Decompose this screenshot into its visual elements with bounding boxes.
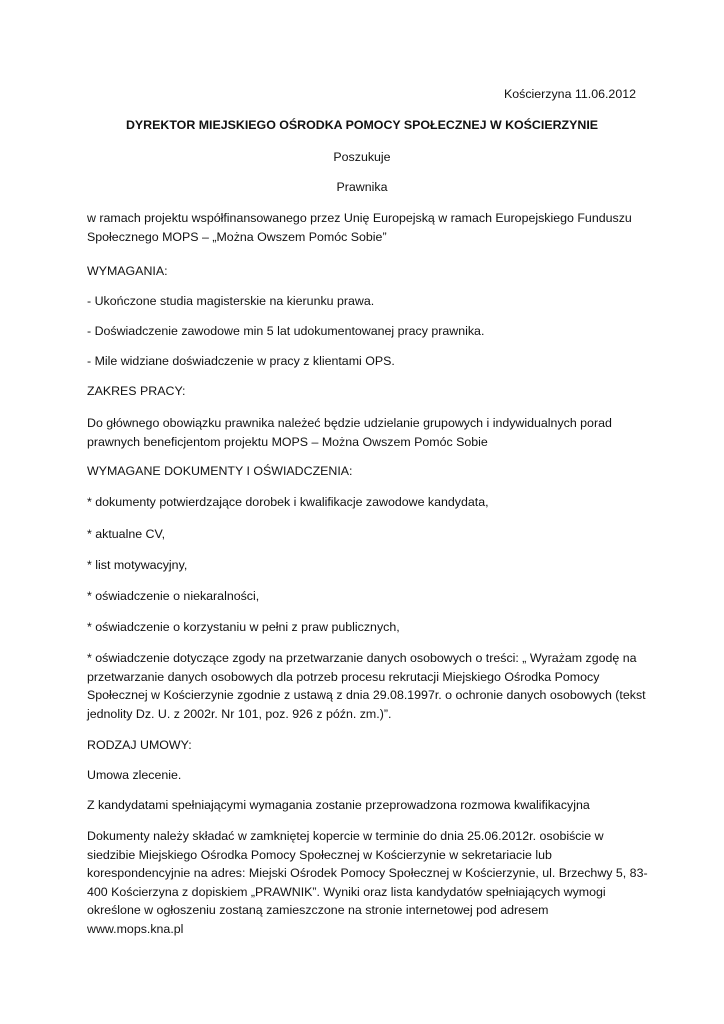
intro-paragraph xyxy=(87,209,647,246)
submission-line: siedzibie Miejskiego Ośrodka Pomocy Społecznej w Kościerzynie w sekretariacie lub xyxy=(87,847,552,862)
consent-line: * oświadczenie dotyczące zgody na przetwarzanie danych osobowych o treści: „ Wyrażam zgodę na xyxy=(87,651,637,665)
interview-notice: Z kandydatami spełniającymi wymagania zostanie przeprowadzona rozmowa kwalifikacyjna xyxy=(87,798,590,812)
submission-paragraph xyxy=(87,827,647,938)
document-subtitle-seeks: Poszukuje xyxy=(333,150,391,164)
contract-heading: RODZAJ UMOWY: xyxy=(87,738,192,752)
documents-heading: WYMAGANE DOKUMENTY I OŚWIADCZENIA: xyxy=(87,464,353,478)
document-item: * aktualne CV, xyxy=(87,527,166,541)
consent-line: jednolity Dz. U. z 2002r. Nr 101, poz. 926 z późn. zm.)”. xyxy=(87,706,392,721)
submission-line: określone w ogłoszeniu zostaną zamieszczone na stronie internetowej pod adresem xyxy=(87,903,549,917)
document-item: * oświadczenie o niekaralności, xyxy=(87,589,260,603)
document-item: * oświadczenie o korzystaniu w pełni z praw publicznych, xyxy=(87,620,400,634)
consent-paragraph xyxy=(87,649,647,723)
intro-line: w ramach projektu współfinansowanego przez Unię Europejską w ramach Europejskiego Funduszu xyxy=(87,211,632,225)
requirement-item: - Ukończone studia magisterskie na kierunku prawa. xyxy=(87,294,375,308)
requirement-item: - Doświadczenie zawodowe min 5 lat udokumentowanej pracy prawnika. xyxy=(87,324,485,338)
scope-line: prawnych beneficjentom projektu MOPS – Można Owszem Pomóc Sobie xyxy=(87,434,488,449)
document-item: * dokumenty potwierdzające dorobek i kwalifikacje zawodowe kandydata, xyxy=(87,495,489,509)
scope-heading: ZAKRES PRACY: xyxy=(87,384,186,398)
website-url: www.mops.kna.pl xyxy=(87,921,184,936)
requirements-heading: WYMAGANIA: xyxy=(87,264,168,278)
document-item: * list motywacyjny, xyxy=(87,558,188,572)
submission-line: Dokumenty należy składać w zamkniętej kopercie w terminie do dnia 25.06.2012r. osobiście w xyxy=(87,829,604,843)
requirement-item: - Mile widziane doświadczenie w pracy z klientami OPS. xyxy=(87,354,395,368)
consent-line: Społecznej w Kościerzynie zgodnie z ustawą z dnia 29.08.1997r. o ochronie danych osobowych (tekst xyxy=(87,688,646,702)
document-title: DYREKTOR MIEJSKIEGO OŚRODKA POMOCY SPOŁECZNEJ W KOŚCIERZYNIE xyxy=(125,118,599,132)
consent-line: przetwarzanie danych osobowych dla potrzeb procesu rekrutacji Miejskiego Ośrodka Pomocy xyxy=(87,669,600,684)
scope-paragraph xyxy=(87,414,647,451)
intro-line: Społecznego MOPS – „Można Owszem Pomóc Sobie” xyxy=(87,229,387,244)
scope-line: Do głównego obowiązku prawnika należeć będzie udzielanie grupowych i indywidualnych porad xyxy=(87,416,612,430)
submission-line: 400 Kościerzyna z dopiskiem „PRAWNIK”. Wyniki oraz lista kandydatów spełniających wymogi xyxy=(87,884,606,899)
submission-line: korespondencyjnie na adres: Miejski Ośrodek Pomocy Społecznej w Kościerzynie, ul. Brzechwy 5, 83- xyxy=(87,866,648,880)
document-date: Kościerzyna 11.06.2012 xyxy=(503,87,636,101)
document-subtitle-position: Prawnika xyxy=(336,180,388,194)
contract-type: Umowa zlecenie. xyxy=(87,768,182,782)
